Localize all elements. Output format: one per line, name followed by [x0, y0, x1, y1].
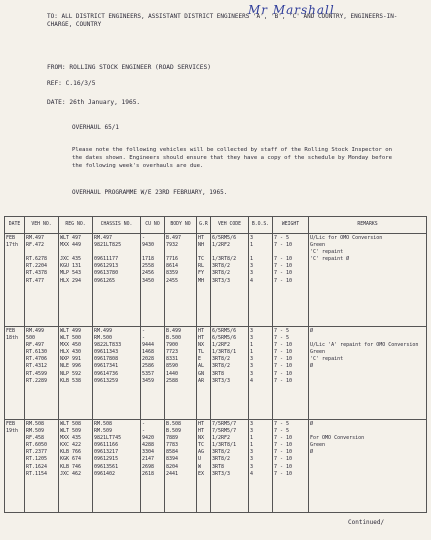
cell-line: RM.509	[94, 428, 113, 435]
from-text: ROLLING STOCK ENGINEER (ROAD SERVICES)	[69, 64, 211, 71]
cell-line: MXX 450	[60, 342, 82, 349]
table-row	[5, 327, 427, 420]
cell-line	[274, 249, 307, 256]
cell-line: RL	[198, 263, 205, 270]
cell-cu	[141, 420, 165, 513]
cell-line: RT.2289	[26, 377, 48, 384]
cell-line: 1468	[142, 349, 155, 356]
cell-line: RT.477	[26, 277, 45, 284]
cell-line: 3	[250, 428, 254, 435]
cell-line: B.508	[166, 421, 182, 427]
cell-chassis	[93, 234, 141, 327]
cell-line: 3	[250, 356, 254, 363]
cell-line: 7 - 10	[274, 370, 293, 377]
cell-line: RM.497	[26, 235, 45, 241]
instruction-paragraph: Please note the following vehicles will be collected by staff of the Rolling Stock Inspector on the dates shown. Engineers should ensure that they have a copy of the schedule by Monday before the following week's overhauls are due.	[72, 147, 392, 169]
cell-line: 7 - 10	[274, 435, 293, 442]
cell-line: NLP 592	[60, 370, 82, 377]
cell-line: 09612913	[94, 263, 119, 270]
cell-line: RT.1624	[26, 463, 48, 470]
column-header: CHASSIS NO.	[93, 217, 141, 234]
programme-title: OVERHAUL PROGRAMME W/E 23RD FEBRUARY, 1965.	[72, 189, 228, 196]
cell-line: -	[142, 428, 146, 435]
cell-line: 3450	[142, 277, 155, 284]
cell-line: 3	[250, 463, 254, 470]
cell-remarks	[309, 420, 427, 513]
cell-line: RT.6050	[26, 442, 48, 449]
to-label: TO:	[47, 13, 58, 20]
cell-line: 1	[250, 349, 254, 356]
cell-line: HT	[198, 328, 205, 334]
cell-line: 8614	[166, 263, 179, 270]
cell-line: WLT 500	[60, 335, 82, 342]
cell-line: 3RT8/2	[212, 363, 231, 370]
cell-veh	[25, 327, 59, 420]
cell-line: 0961265	[94, 277, 116, 284]
cell-line: 9420	[142, 435, 155, 442]
cell-cu	[141, 234, 165, 327]
cell-line: 4	[250, 277, 254, 284]
date-text: 26th January, 1965.	[69, 99, 141, 106]
cell-line: 7 - 10	[274, 442, 293, 449]
date-line	[47, 99, 140, 107]
cell-line: B.500	[166, 335, 182, 342]
cell-line: 1/3RT8/2	[212, 256, 237, 263]
cell-body	[165, 327, 197, 420]
cell-line: NX	[198, 435, 205, 442]
cell-line: U	[198, 456, 202, 463]
cell-line: 5357	[142, 370, 155, 377]
cell-line: TC	[198, 442, 205, 449]
cell-line: HLX 294	[60, 277, 82, 284]
cell-line: -	[142, 335, 146, 342]
cell-line: FY	[198, 270, 205, 277]
cell-line: RM.499	[94, 328, 113, 334]
cell-line: 3RT8/2	[212, 356, 231, 363]
cell-line: 3RT8/2	[212, 456, 231, 463]
cell-line: 1	[250, 256, 254, 263]
cell-line: HT	[198, 428, 205, 435]
cell-line: 9444	[142, 342, 155, 349]
cell-line: RM.497	[94, 235, 113, 241]
column-header: WEIGHT	[273, 217, 309, 234]
cell-line: RM.499	[26, 328, 45, 334]
cell-line: -	[142, 421, 146, 427]
cell-line: -	[142, 235, 146, 241]
cell-line: 1	[250, 242, 254, 249]
cell-line: 8394	[166, 456, 179, 463]
cell-line: B.499	[166, 328, 182, 334]
cell-line: 3	[250, 456, 254, 463]
cell-bos	[249, 420, 273, 513]
cell-date	[5, 420, 25, 513]
cell-line: FEB	[6, 328, 16, 334]
cell-line: 3RT3/3	[212, 470, 231, 477]
cell-line: 09613217	[94, 449, 119, 456]
cell-line: U/Lic 'A' repaint for OMO Conversion	[310, 342, 419, 349]
cell-date	[5, 327, 25, 420]
cell-remarks	[309, 234, 427, 327]
cell-line: 2586	[142, 363, 155, 370]
cell-line: FEB	[6, 235, 16, 241]
cell-line: U/Lic for OMO Conversion	[310, 235, 383, 241]
cell-gr	[197, 420, 211, 513]
cell-line: NLE 996	[60, 363, 82, 370]
cell-line: RT.4312	[26, 363, 48, 370]
cell-line: 8204	[166, 463, 179, 470]
cell-line: 1/2RF2	[212, 342, 231, 349]
cell-weight	[273, 327, 309, 420]
cell-line: 7889	[166, 435, 179, 442]
cell-line: RF.497	[26, 342, 45, 349]
cell-line: 3	[250, 363, 254, 370]
cell-line: WLT 497	[60, 235, 82, 241]
column-header: VEH NO.	[25, 217, 59, 234]
cell-line: GN	[198, 370, 205, 377]
cell-reg	[59, 420, 93, 513]
cell-line: 'C' repaint	[310, 356, 344, 363]
cell-line: 'C' repaint Ø	[310, 256, 350, 263]
handwritten-note: Mr Marshall	[248, 3, 335, 17]
cell-line: 2698	[142, 463, 155, 470]
cell-line: 2588	[166, 377, 179, 384]
cell-line: 09617808	[94, 356, 119, 363]
cell-line: 8584	[166, 449, 179, 456]
cell-line: 9821LT825	[94, 242, 122, 249]
cell-line: 1	[250, 442, 254, 449]
cell-line: 09611343	[94, 349, 119, 356]
cell-gr	[197, 234, 211, 327]
cell-line: 7 - 5	[274, 235, 290, 241]
cell-line: 7 - 10	[274, 256, 293, 263]
cell-line: For OMO Conversion	[310, 435, 365, 442]
cell-line: 2455	[166, 277, 179, 284]
cell-line: 09612915	[94, 456, 119, 463]
cell-line: 3459	[142, 377, 155, 384]
table-row	[5, 234, 427, 327]
cell-reg	[59, 234, 93, 327]
cell-line: 7 - 5	[274, 335, 290, 342]
table-row	[5, 420, 427, 513]
cell-line: Ø	[310, 363, 314, 370]
ref-line	[47, 80, 95, 88]
from-line	[47, 64, 211, 72]
cell-line	[142, 249, 163, 256]
cell-line	[310, 428, 425, 435]
cell-line: 3RT8/2	[212, 270, 231, 277]
cell-line: 7 - 5	[274, 428, 290, 435]
cell-body	[165, 234, 197, 327]
cell-line: 3	[250, 335, 254, 342]
cell-line: 6/5RM5/6	[212, 328, 237, 334]
cell-line: 7900	[166, 342, 179, 349]
cell-line: RM.500	[94, 335, 113, 342]
cell-line: MLP 543	[60, 270, 82, 277]
cell-line: 4	[250, 377, 254, 384]
cell-line: 3	[250, 270, 254, 277]
cell-line: MXX 435	[60, 435, 82, 442]
cell-line: 8331	[166, 356, 179, 363]
cell-line: 7 - 10	[274, 470, 293, 477]
cell-line: 3RT8/2	[212, 263, 231, 270]
cell-line: 3RT3/3	[212, 277, 231, 284]
cell-line: 3RT3/3	[212, 377, 231, 384]
cell-line: 7783	[166, 442, 179, 449]
cell-line: 19th	[6, 428, 19, 435]
cell-line: AG	[198, 449, 205, 456]
cell-veh	[25, 234, 59, 327]
cell-line: 3RT8/2	[212, 449, 231, 456]
cell-line: 1718	[142, 256, 155, 263]
cell-line: FEB	[6, 421, 16, 427]
cell-line	[26, 249, 57, 256]
to-text: ALL DISTRICT ENGINEERS, ASSISTANT DISTRICT ENGINEERS 'A', 'B', 'C' AND COUNTRY, ENGINEERS-IN-CHARGE, COUNTRY	[47, 13, 398, 28]
cell-line: 500	[26, 335, 36, 342]
cell-line: 7 - 10	[274, 263, 293, 270]
column-header: VEH CODE	[211, 217, 249, 234]
cell-line: 7 - 5	[274, 421, 290, 427]
cell-line: 7/5RM5/7	[212, 428, 237, 435]
column-header: DATE	[5, 217, 25, 234]
cell-line: KLB 538	[60, 377, 82, 384]
cell-line: 2618	[142, 470, 155, 477]
cell-line: TC	[198, 256, 205, 263]
column-header: G.R	[197, 217, 211, 234]
cell-line	[60, 249, 91, 256]
cell-line: 4	[250, 470, 254, 477]
cell-line: 09613780	[94, 270, 119, 277]
cell-line: 7 - 10	[274, 277, 293, 284]
cell-gr	[197, 327, 211, 420]
column-header: REMARKS	[309, 217, 427, 234]
cell-line: JXC 462	[60, 470, 82, 477]
cell-line: 3	[250, 328, 254, 334]
from-label: FROM:	[47, 64, 66, 71]
cell-line: 9821LT745	[94, 435, 122, 442]
cell-line: WLT 508	[60, 421, 82, 427]
cell-line: EX	[198, 470, 205, 477]
cell-veh	[25, 420, 59, 513]
cell-line: 7 - 10	[274, 270, 293, 277]
cell-line: 'C' repaint	[310, 249, 344, 256]
cell-line: 7716	[166, 256, 179, 263]
cell-line: 8590	[166, 363, 179, 370]
cell-line: 3	[250, 235, 254, 241]
to-line	[47, 13, 407, 29]
cell-line: E	[198, 356, 202, 363]
cell-line: 7 - 10	[274, 342, 293, 349]
column-header: B.O.S.	[249, 217, 273, 234]
cell-line: 7/5RM5/7	[212, 421, 237, 427]
cell-line: 3304	[142, 449, 155, 456]
cell-line: RT.4378	[26, 270, 48, 277]
cell-line: 3	[250, 370, 254, 377]
cell-line	[198, 249, 209, 256]
cell-line	[310, 335, 425, 342]
cell-date	[5, 234, 25, 327]
cell-line: 0961402	[94, 470, 116, 477]
cell-line: 7 - 10	[274, 449, 293, 456]
cell-line: 1440	[166, 370, 179, 377]
column-header: BODY NO	[165, 217, 197, 234]
cell-line: 09613561	[94, 463, 119, 470]
cell-line: 2558	[142, 263, 155, 270]
cell-line: TL	[198, 349, 205, 356]
cell-line: AR	[198, 377, 205, 384]
cell-line: RF.472	[26, 242, 45, 249]
cell-line: Ø	[310, 421, 314, 427]
cell-line: 7932	[166, 242, 179, 249]
cell-line: WLT 509	[60, 428, 82, 435]
cell-line: 1	[250, 435, 254, 442]
cell-line: 7 - 5	[274, 328, 290, 334]
cell-line: RT.2377	[26, 449, 48, 456]
cell-weight	[273, 234, 309, 327]
overhaul-table	[4, 216, 427, 513]
cell-line: 3RT8	[212, 370, 225, 377]
cell-line: HLX 430	[60, 349, 82, 356]
cell-line: WLT 499	[60, 328, 82, 334]
date-label: DATE:	[47, 99, 66, 106]
cell-line	[94, 249, 139, 256]
cell-line: 2456	[142, 270, 155, 277]
cell-line: 8359	[166, 270, 179, 277]
cell-weight	[273, 420, 309, 513]
cell-line: 6/5RM5/6	[212, 335, 237, 342]
cell-line: Green	[310, 442, 326, 449]
cell-line: 2147	[142, 456, 155, 463]
cell-line: HT	[198, 421, 205, 427]
cell-chassis	[93, 327, 141, 420]
cell-line: 6/5RM5/6	[212, 235, 237, 241]
cell-line: B.497	[166, 235, 182, 241]
cell-line: RT.4706	[26, 356, 48, 363]
cell-line: 1	[250, 342, 254, 349]
cell-line: 09613259	[94, 377, 119, 384]
cell-line: NX	[198, 342, 205, 349]
cell-remarks	[309, 327, 427, 420]
cell-line: -	[142, 328, 146, 334]
cell-line: Green	[310, 349, 326, 356]
cell-line: AL	[198, 363, 205, 370]
cell-line: 7 - 10	[274, 349, 293, 356]
cell-line: 3RT8	[212, 463, 225, 470]
cell-line: 7 - 10	[274, 363, 293, 370]
cell-line: Ø	[310, 328, 314, 334]
cell-line: 1/2RF2	[212, 435, 231, 442]
cell-line: HT	[198, 335, 205, 342]
cell-line: 2441	[166, 470, 179, 477]
column-header: CU NO	[141, 217, 165, 234]
cell-line: RF.458	[26, 435, 45, 442]
cell-line: RM.508	[94, 421, 113, 427]
cell-line: 09611177	[94, 256, 119, 263]
cell-line	[250, 249, 271, 256]
cell-line: RT.4599	[26, 370, 48, 377]
cell-line: 09611166	[94, 442, 119, 449]
cell-line: RT.2204	[26, 263, 48, 270]
cell-line: Ø	[310, 449, 314, 456]
cell-line: NH	[198, 242, 205, 249]
cell-line: 7 - 10	[274, 377, 293, 384]
cell-line: 1/3RT8/1	[212, 442, 237, 449]
cell-line: 7 - 10	[274, 456, 293, 463]
cell-line	[166, 249, 195, 256]
cell-code	[211, 420, 249, 513]
cell-line: 3	[250, 421, 254, 427]
cell-line: RT.1154	[26, 470, 48, 477]
cell-chassis	[93, 420, 141, 513]
cell-line: RM.508	[26, 421, 45, 427]
overhaul-title: OVERHAUL 65/1	[72, 124, 119, 131]
cell-code	[211, 234, 249, 327]
cell-line: KLB 766	[60, 449, 82, 456]
cell-line: 1/2RF2	[212, 242, 231, 249]
cell-line: 09614736	[94, 370, 119, 377]
cell-line: 7723	[166, 349, 179, 356]
cell-line: 9822LT833	[94, 342, 122, 349]
cell-line: 1/3RT8/1	[212, 349, 237, 356]
cell-line	[212, 249, 247, 256]
cell-line: JXC 435	[60, 256, 82, 263]
cell-line: RT.6130	[26, 349, 48, 356]
cell-code	[211, 327, 249, 420]
cell-line: 7 - 10	[274, 242, 293, 249]
ref-text: C.16/3/5	[65, 80, 96, 87]
ref-label: REF:	[47, 80, 62, 87]
cell-bos	[249, 234, 273, 327]
table-header-row	[5, 217, 427, 234]
cell-line: KXC 422	[60, 442, 82, 449]
cell-line: RM.509	[26, 428, 45, 435]
cell-line: RT.6278	[26, 256, 48, 263]
cell-line: 4288	[142, 442, 155, 449]
cell-line: HT	[198, 235, 205, 241]
cell-line: KGK 674	[60, 456, 82, 463]
cell-line: Green	[310, 242, 326, 249]
cell-line: MXX 449	[60, 242, 82, 249]
cell-line: 7 - 10	[274, 463, 293, 470]
cell-line: MH	[198, 277, 205, 284]
cell-line: 2028	[142, 356, 155, 363]
column-header: REG NO.	[59, 217, 93, 234]
cell-line: NXP 991	[60, 356, 82, 363]
cell-line: 3	[250, 263, 254, 270]
cell-line: W	[198, 463, 202, 470]
cell-line: 3	[250, 449, 254, 456]
cell-line: 17th	[6, 242, 19, 249]
cell-reg	[59, 327, 93, 420]
cell-line: 7 - 10	[274, 356, 293, 363]
cell-line: 18th	[6, 335, 19, 342]
cell-line: 09617341	[94, 363, 119, 370]
cell-line: B.509	[166, 428, 182, 435]
continued-note: Continued/	[348, 519, 385, 526]
cell-body	[165, 420, 197, 513]
cell-cu	[141, 327, 165, 420]
cell-line: KGU 131	[60, 263, 82, 270]
cell-line: 9430	[142, 242, 155, 249]
cell-bos	[249, 327, 273, 420]
cell-line: KLB 746	[60, 463, 82, 470]
cell-line: RT.1205	[26, 456, 48, 463]
